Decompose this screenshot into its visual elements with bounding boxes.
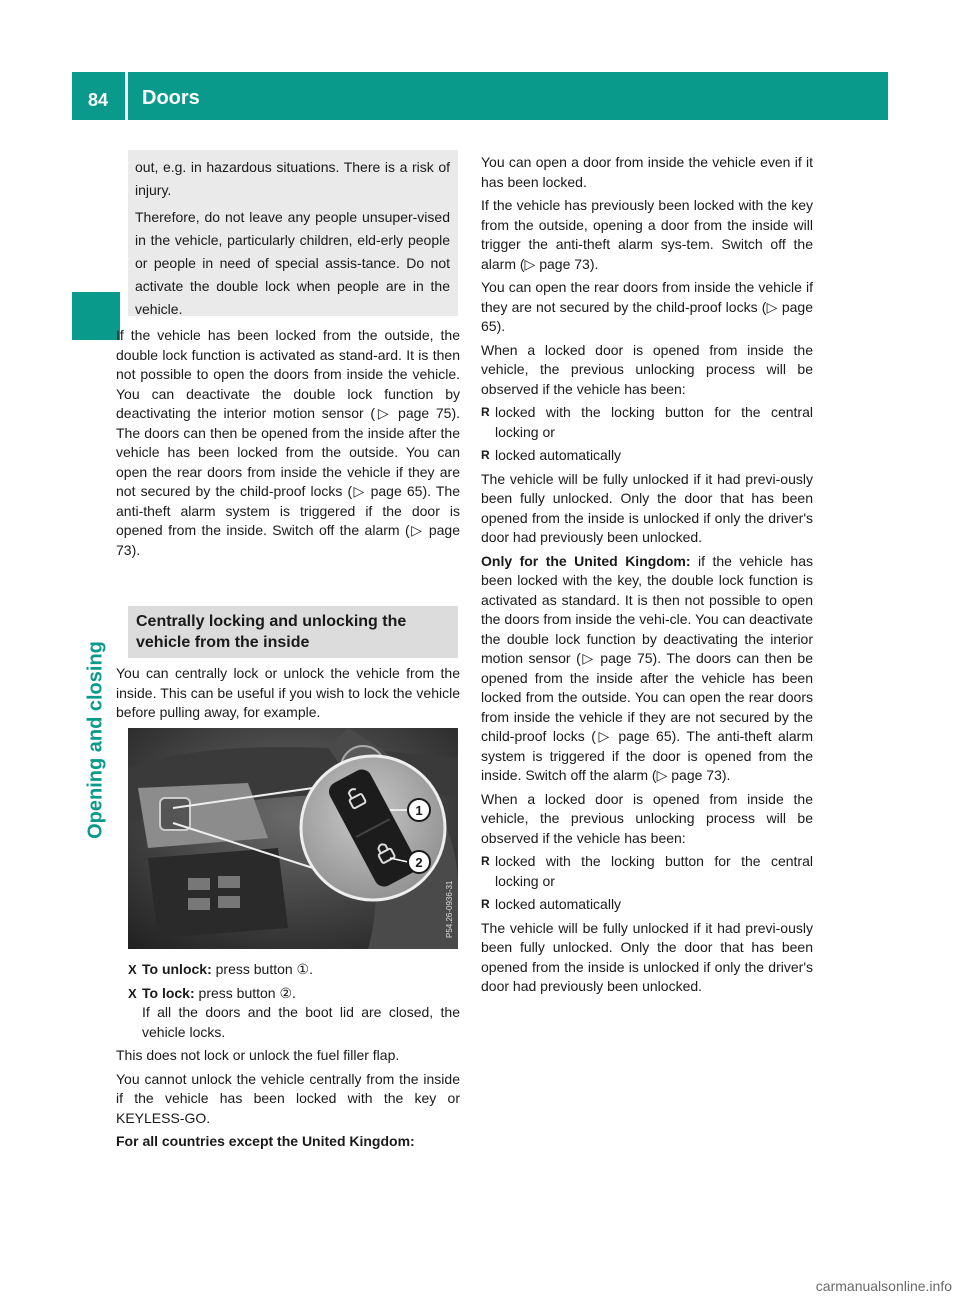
paragraph-text: if the vehicle has been locked with the key, the double lock function is activated as standard. It is then not possible to open the doors from inside the vehi-cle. You can deactivate the double lock function by deactivating the interior motion sensor (▷ page 75). The doors can then be opened from the inside after the vehicle has been locked from the outside. You can open the rear doors from inside the vehicle if they are not secured by the child-proof locks (▷ page 65). The anti-theft alarm system is triggered if the door is opened from the inside. Switch off the alarm (▷ page 73). [481,552,813,783]
step-label: To unlock: [142,961,212,977]
footer-watermark: carmanualsonline.info [815,1278,952,1294]
paragraph: You can centrally lock or unlock the vehicle from the inside. This can be useful if you wish to lock the vehicle before pulling away, for example. [116,665,460,720]
callout-2: 2 [415,855,423,870]
page-number: 84 [88,90,109,110]
callout-1: 1 [415,803,423,818]
warning-text-1: out, e.g. in hazardous situations. There is a risk of injury. [135,159,450,198]
side-tab-label: Opening and closing [84,641,107,839]
paragraph: If the vehicle has been locked from the outside, the double lock function is activated as stand-ard. It is then not possible to open the doors from inside the vehicle. You can deactivate the double lock function by deactivating the interior motion sensor (▷ page 75). The doors can then be opened from the inside after the vehicle has been locked from the outside. You can open the rear doors from inside the vehicle if they are not secured by the child-proof locks (▷ page 65). The anti-theft alarm system is triggered if the door is opened from the inside. Switch off the alarm (▷ page 73). [116,327,460,558]
paragraph: The vehicle will be fully unlocked if it had previ-ously been fully unlocked. Only the door that has been opened from the inside is unlocked if only the driver's door had previously been unlocked. [481,470,813,545]
door-panel-photo [128,728,458,949]
side-tab [84,600,108,880]
paragraph: You can open a door from inside the vehicle even if it has been locked. [481,154,813,190]
paragraph [481,552,813,786]
paragraph-bold: For all countries except the United Kingdom: [116,1133,415,1149]
step-result: If all the doors and the boot lid are closed, the vehicle locks. [142,1004,460,1040]
left-body-4 [116,1046,460,1156]
paragraph: You cannot unlock the vehicle centrally from the inside if the vehicle has been locked with the key or KEYLESS-GO. [116,1070,460,1126]
paragraph: This does not lock or unlock the fuel filler flap. [116,1047,400,1063]
step-text: press button ②. [194,984,296,1001]
bullet-item: R locked automatically [481,446,813,466]
paragraph: When a locked door is opened from inside the vehicle, the previous unlocking process will be observed if the vehicle has been: [481,790,813,846]
paragraph-label: Only for the United Kingdom: [481,552,691,569]
bullet-item: R locked automatically [481,895,813,915]
instruction-step [128,984,460,1004]
instruction-step [128,960,460,980]
paragraph: When a locked door is opened from inside the vehicle, the previous unlocking process will be observed if the vehicle has been: [481,341,813,397]
paragraph: If the vehicle has previously been locked with the key from the outside, opening a door from the inside will trigger the anti-theft alarm sys-tem. Switch off the alarm (▷ page 73). [481,197,813,272]
left-body-3 [128,960,460,1046]
image-code: P54.26-0936-31 [445,880,454,938]
paragraph: The vehicle will be fully unlocked if it had previ-ously been fully unlocked. Only the door that has been opened from the inside is unlocked if only the driver's door had previously been unlocked. [481,919,813,994]
section-heading: Centrally locking and unlocking the vehicle from the inside [128,606,458,658]
chapter-title: Doors [142,87,200,109]
left-body-1 [116,326,460,564]
paragraph: You can open the rear doors from inside the vehicle if they are not secured by the child-proof locks (▷ page 65). [481,279,813,334]
right-column [481,153,813,1001]
bullet-item: R locked with the locking button for the central locking or [481,403,813,442]
warning-text-2: Therefore, do not leave any people unsuper-vised in the vehicle, particularly children, eld-erly people or people in need of special assis-tance. Do not activate the double lock when people are in the vehicle. [135,209,450,317]
step-label: To lock: [142,984,195,1001]
warning-box [128,150,458,316]
bullet-item: R locked with the locking button for the central locking or [481,852,813,891]
step-text: press button ①. [211,961,314,977]
left-body-2 [116,664,460,727]
header-separator [125,72,128,120]
side-tab-marker [72,292,120,340]
door-panel-illustration [128,728,458,949]
